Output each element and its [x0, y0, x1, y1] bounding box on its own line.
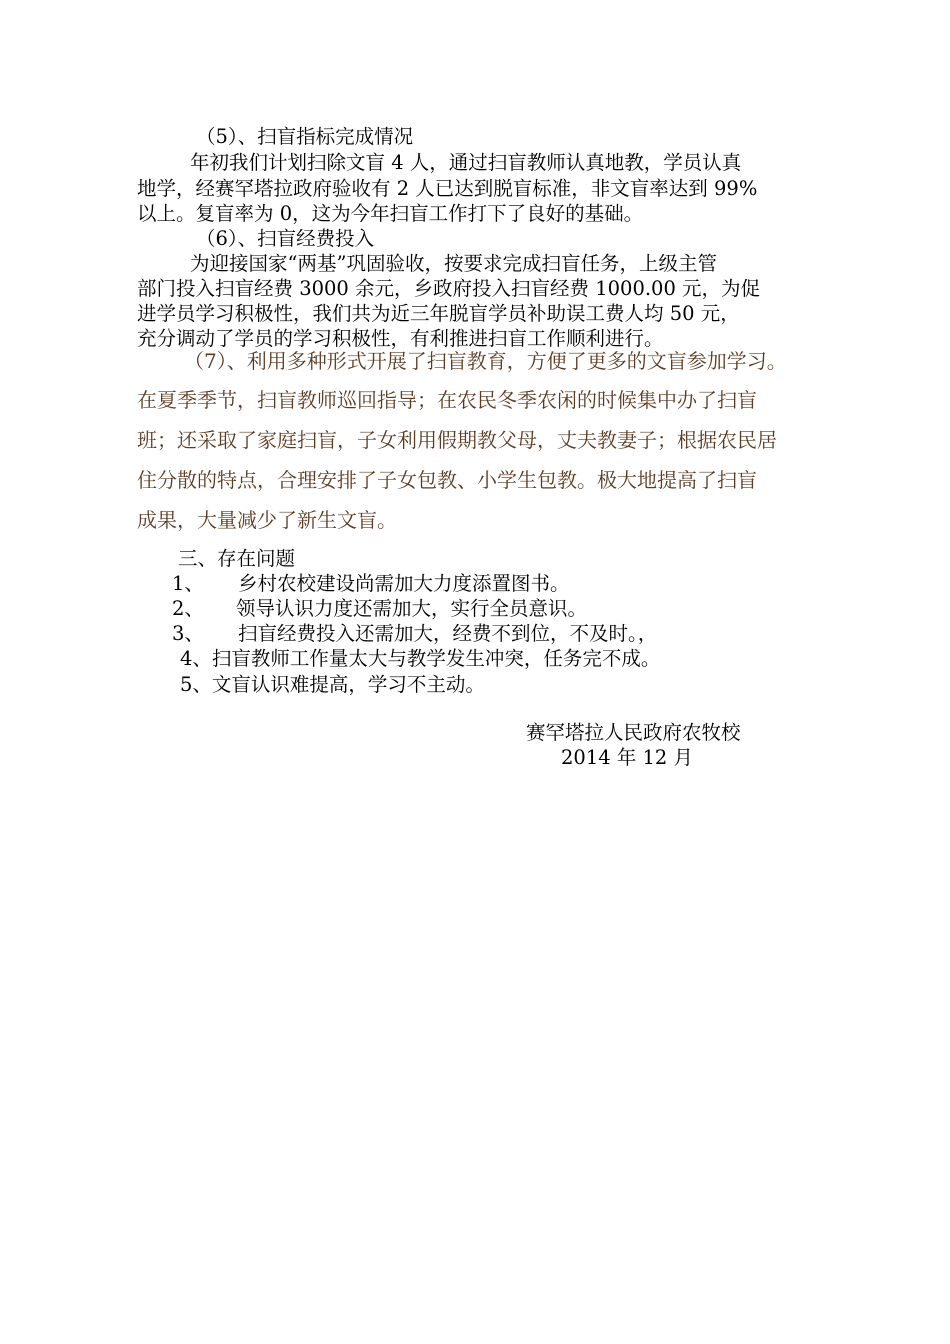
problem-item-5: 5、文盲认识难提高，学习不主动。: [180, 673, 485, 696]
section6-line-3: 进学员学习积极性，我们共为近三年脱盲学员补助误工费人均 50 元，: [137, 302, 740, 325]
problem-item-text: 扫盲经费投入还需加大，经费不到位，不及时。，: [238, 622, 658, 645]
section6-line-2: 部门投入扫盲经费 3000 余元，乡政府投入扫盲经费 1000.00 元，为促: [137, 277, 761, 300]
problems-heading: 三、存在问题: [178, 547, 296, 570]
problem-item-text: 乡村农校建设尚需加大力度添置图书。: [238, 572, 570, 595]
section7-line-2: 在夏季季节，扫盲教师巡回指导；在农民冬季农闲的时候集中办了扫盲: [137, 388, 757, 412]
signature-date: 2014 年 12 月: [561, 746, 694, 769]
signature-org: 赛罕塔拉人民政府农牧校: [526, 721, 741, 744]
section7-line-3: 班；还采取了家庭扫盲，子女利用假期教父母，丈夫教妻子；根据农民居: [137, 428, 777, 452]
problem-item-4: 4、扫盲教师工作量太大与教学发生冲突，任务完不成。: [180, 647, 661, 670]
section7-line-1: （7）、利用多种形式开展了扫盲教育，方便了更多的文盲参加学习。: [184, 349, 787, 373]
problem-item-number: 1、: [172, 572, 204, 595]
problem-item-3: [172, 621, 657, 647]
section6-line-1: 为迎接国家“两基”巩固验收，按要求完成扫盲任务，上级主管: [190, 252, 717, 275]
problem-item-1: [172, 571, 570, 597]
section7-line-4: 住分散的特点，合理安排了子女包教、小学生包教。极大地提高了扫盲: [137, 468, 757, 492]
section5-heading: （5）、扫盲指标完成情况: [196, 125, 414, 148]
section6-line-4: 充分调动了学员的学习积极性，有利推进扫盲工作顺利进行。: [137, 327, 664, 350]
problem-item-text: 领导认识力度还需加大，实行全员意识。: [236, 597, 588, 620]
problem-item-number: 3、: [172, 622, 204, 645]
section5-line-2: 地学，经赛罕塔拉政府验收有 2 人已达到脱盲标准，非文盲率达到 99%: [137, 177, 758, 200]
section5-line-1: 年初我们计划扫除文盲 4 人，通过扫盲教师认真地教，学员认真: [190, 151, 742, 174]
section5-line-3: 以上。复盲率为 0，这为今年扫盲工作打下了良好的基础。: [137, 202, 644, 225]
problem-item-number: 2、: [172, 597, 204, 620]
problem-item-2: [172, 596, 587, 622]
section6-heading: （6）、扫盲经费投入: [196, 227, 375, 250]
section7-line-5: 成果，大量减少了新生文盲。: [137, 508, 397, 532]
